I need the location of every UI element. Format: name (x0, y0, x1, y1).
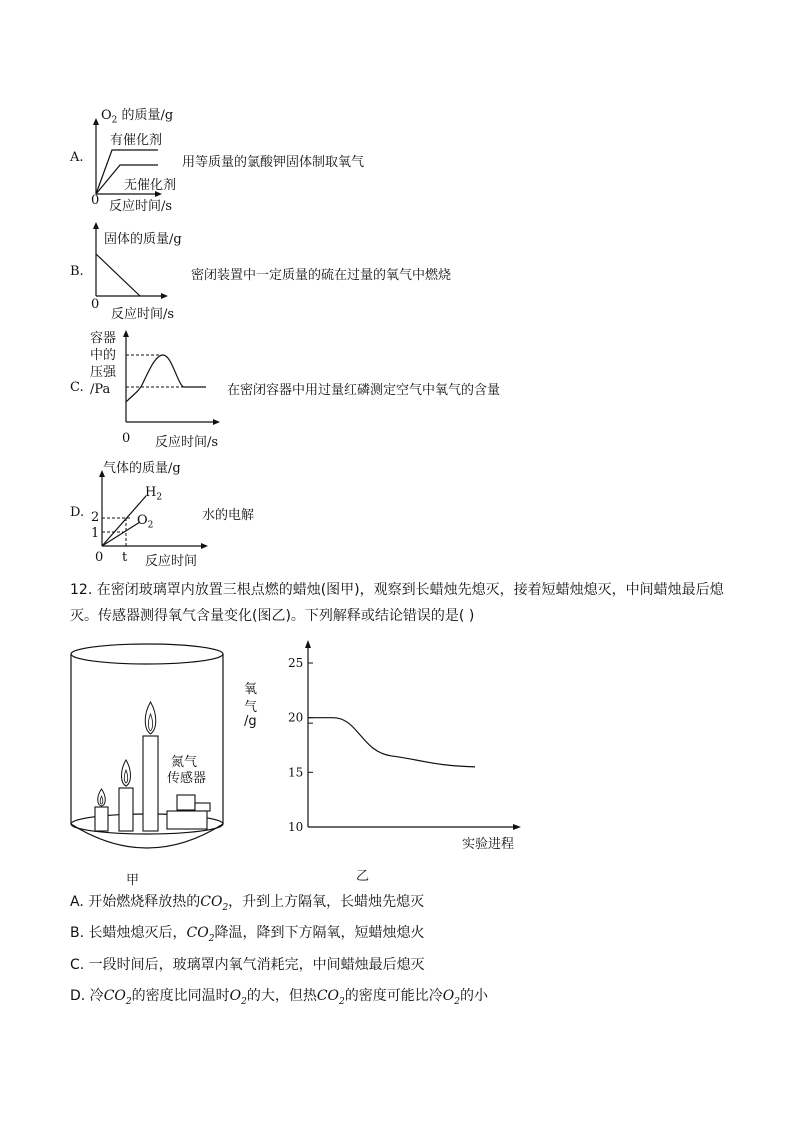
option-b-letter: B. (70, 264, 84, 279)
sensor-probe (195, 803, 210, 811)
x-axis-arrow (513, 824, 521, 830)
option-12-c[interactable]: C. 一段时间后，玻璃罩内氧气消耗完，中间蜡烛最后熄灭 (70, 957, 425, 973)
tall-candle (143, 736, 158, 831)
graph-d-tick-2: 2 (91, 510, 100, 525)
option-12-b[interactable]: B. 长蜡烛熄灭后，$CO_2$降温，降到下方隔氧，短蜡烛熄火 (70, 925, 425, 944)
graph-d-tick-1: 1 (91, 526, 100, 541)
graph-c-origin: 0 (122, 431, 131, 446)
graph-d-o2-line (102, 522, 140, 546)
graph-d-tick-t: t (122, 550, 128, 565)
question-12-line-1: 12. 在密闭玻璃罩内放置三根点燃的蜡烛(图甲)，观察到长蜡烛先熄灭，接着短蜡烛熄灭，中间蜡烛最后熄 (70, 582, 724, 598)
option-a-letter: A. (70, 150, 84, 165)
graph-d-axes (96, 470, 216, 550)
graph-d-h2-label: $H_2$ (145, 485, 163, 503)
graph-b-origin: 0 (91, 297, 100, 312)
short-candle (95, 807, 108, 831)
graph-a-catalyst-label: 有催化剂 (110, 133, 163, 148)
graph-a-x-label: 反应时间/s (109, 199, 173, 214)
graph-a-origin: 0 (91, 193, 100, 208)
graph-d-origin: 0 (95, 550, 104, 565)
graph-d-o2-label: $O_2$ (137, 513, 154, 531)
graph-b-y-label: 固体的质量/g (104, 232, 182, 247)
figure-jia-glass-jar (65, 640, 230, 865)
y-tick-label: 25 (288, 656, 304, 670)
graph-c-x-label: 反应时间/s (155, 435, 219, 450)
y-axis-arrow (305, 640, 311, 648)
graph-a-description: 用等质量的氯酸钾固体制取氧气 (182, 155, 365, 170)
short-candle-flame (98, 789, 106, 806)
y-tick-label: 20 (288, 710, 304, 725)
sensor-label-2: 传感器 (167, 771, 207, 786)
option-c-letter: C. (70, 380, 84, 395)
question-12-line-2: 灭。传感器测得氧气含量变化(图乙)。下列解释或结论错误的是( ) (70, 608, 475, 624)
graph-d-x-label: 反应时间 (145, 554, 198, 569)
option-12-a[interactable]: A. 开始燃烧释放热的$CO_2$，升到上方隔氧，长蜡烛先熄灭 (70, 894, 425, 913)
question-12-stem (70, 577, 730, 629)
figure-yi-y-label-2: 气 (244, 700, 258, 715)
graph-c-description: 在密闭容器中用过量红磷测定空气中氧气的含量 (227, 383, 501, 398)
graph-c-y-label: 容器 中的 压强 /Pa (90, 331, 117, 397)
sensor-base (167, 811, 207, 829)
graph-d-y-label: 气体的质量/g (103, 461, 181, 476)
figure-yi-y-label-3: /g (244, 714, 257, 729)
graph-b-x-label: 反应时间/s (111, 307, 175, 322)
graph-c-curve (126, 355, 206, 402)
y-tick-label: 15 (288, 765, 304, 780)
y-tick-label: 10 (288, 820, 304, 834)
graph-c-axes (120, 330, 230, 430)
figure-jia-caption: 甲 (126, 873, 140, 888)
sensor-box (177, 795, 195, 810)
middle-candle-flame (122, 760, 131, 786)
option-d-letter: D. (70, 505, 85, 520)
graph-b-description: 密闭装置中一定质量的硫在过量的氧气中燃烧 (191, 268, 452, 283)
option-12-d[interactable]: D. 冷$CO_2$的密度比同温时$O_2$的大，但热$CO_2$的密度可能比冷$O_2$的小 (70, 988, 488, 1007)
figure-yi-x-label: 实验进程 (462, 837, 515, 852)
oxygen-series-line (308, 718, 475, 767)
graph-d-description: 水的电解 (202, 508, 255, 523)
graph-a-no-catalyst-label: 无催化剂 (124, 178, 177, 193)
tall-candle-flame (145, 702, 156, 734)
graph-b-curve (96, 254, 140, 296)
sensor-label-1: 氮气 (171, 755, 198, 770)
graph-a-y-label: $O_2$ 的质量/g (101, 108, 174, 126)
figure-yi-caption: 乙 (356, 869, 370, 884)
figure-yi-chart (235, 640, 535, 855)
middle-candle (119, 788, 133, 831)
figure-yi-y-label-1: 氧 (244, 682, 258, 697)
